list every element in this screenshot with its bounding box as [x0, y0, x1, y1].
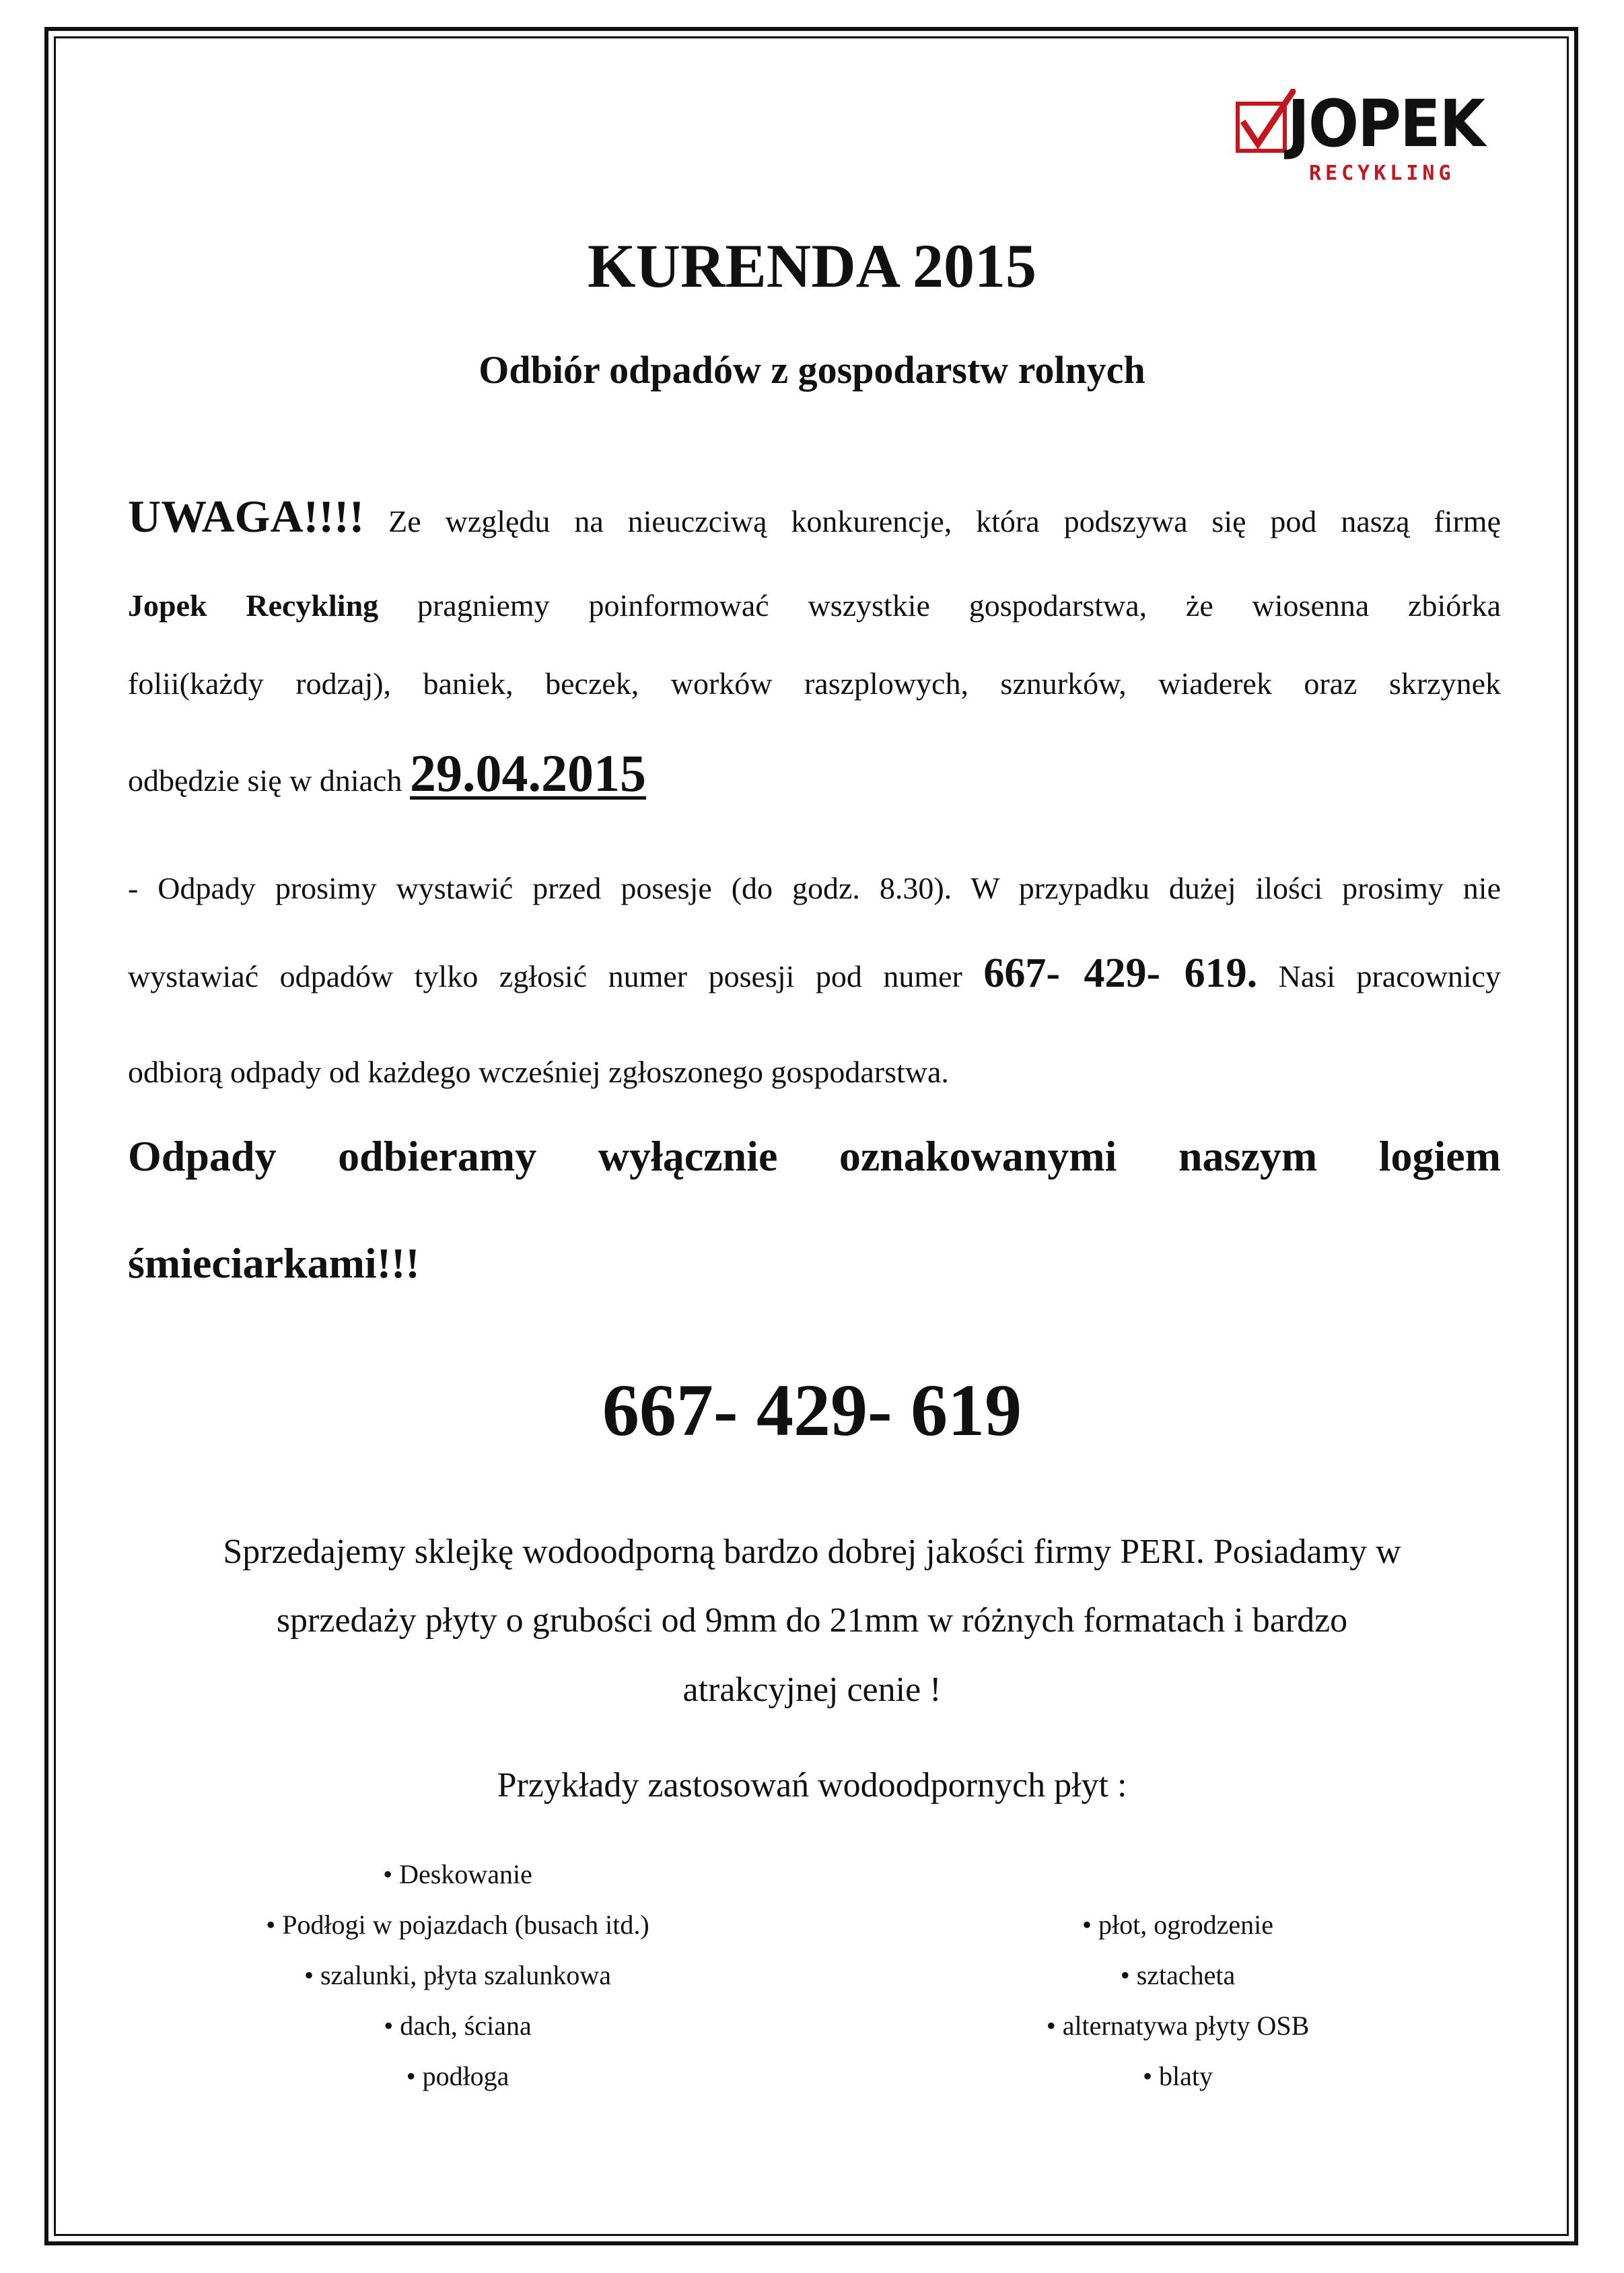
info-line-2	[128, 952, 1501, 994]
list-item: • blaty	[1143, 2061, 1213, 2091]
warning-line-2: śmieciarkami!!!	[128, 1239, 420, 1287]
phone-inline: 667- 429- 619.	[983, 950, 1258, 996]
notice-line-2-text: pragniemy poinformować wszystkie gospodarstwa, że wiosenna zbiórka	[417, 588, 1502, 623]
list-item: • dach, ściana	[384, 2010, 532, 2041]
list-item: • Deskowanie	[383, 1859, 532, 1889]
list-item: • alternatywa płyty OSB	[1046, 2010, 1310, 2041]
phone-big: 667- 429- 619	[602, 1369, 1022, 1451]
checkmark-icon	[1235, 89, 1296, 163]
company-name: Jopek Recykling	[128, 588, 379, 623]
logo-brand: JOPEK	[1287, 86, 1485, 162]
uses-list-left	[121, 1861, 794, 2097]
collection-date: 29.04.2015	[409, 744, 646, 802]
logo-sub: RECYKLING	[1309, 162, 1455, 185]
notice-line-1	[128, 491, 1501, 542]
notice-line-1-text: Ze względu na nieuczciwą konkurencje, która podszywa się pod naszą firmę	[388, 504, 1501, 538]
list-item: • płot, ogrodzenie	[1082, 1910, 1273, 1940]
notice-line-4-text: odbędzie się w dniach	[128, 763, 402, 798]
info-line-2-text: wystawiać odpadów tylko zgłosić numer posesji pod numer	[128, 959, 962, 993]
info-line-1: - Odpady prosimy wystawić przed posesje (do godz. 8.30). W przypadku dużej ilości prosimy nie	[128, 871, 1501, 905]
uwaga-label: UWAGA!!!!	[128, 491, 365, 542]
sale-line-1: Sprzedajemy sklejkę wodoodporną bardzo dobrej jakości firmy PERI. Posiadamy w	[223, 1533, 1401, 1571]
info-line-3: odbiorą odpady od każdego wcześniej zgłoszonego gospodarstwa.	[128, 1055, 949, 1089]
page-subtitle: Odbiór odpadów z gospodarstw rolnych	[479, 348, 1145, 392]
list-item: • Podłogi w pojazdach (busach itd.)	[266, 1910, 649, 1940]
list-item: • szalunki, płyta szalunkowa	[304, 1960, 612, 1990]
jopek-logo	[1235, 86, 1485, 195]
notice-line-2	[128, 590, 1501, 621]
warning-line-1: Odpady odbieramy wyłącznie oznakowanymi naszym logiem	[128, 1132, 1501, 1180]
list-item: • sztacheta	[1120, 1960, 1236, 1990]
sale-line-3: atrakcyjnej cenie !	[682, 1671, 942, 1709]
uses-list-right	[841, 1912, 1514, 2100]
page-title: KURENDA 2015	[587, 232, 1037, 300]
notice-line-4	[128, 744, 646, 802]
list-item: • podłoga	[406, 2061, 509, 2091]
examples-heading: Przykłady zastosowań wodoodpornych płyt :	[497, 1766, 1127, 1805]
info-line-2-post: Nasi pracownicy	[1278, 959, 1502, 993]
sale-line-2: sprzedaży płyty o grubości od 9mm do 21mm w różnych formatach i bardzo	[276, 1601, 1348, 1640]
notice-line-3: folii(każdy rodzaj), baniek, beczek, worków raszplowych, sznurków, wiaderek oraz skrzynek	[128, 666, 1501, 701]
